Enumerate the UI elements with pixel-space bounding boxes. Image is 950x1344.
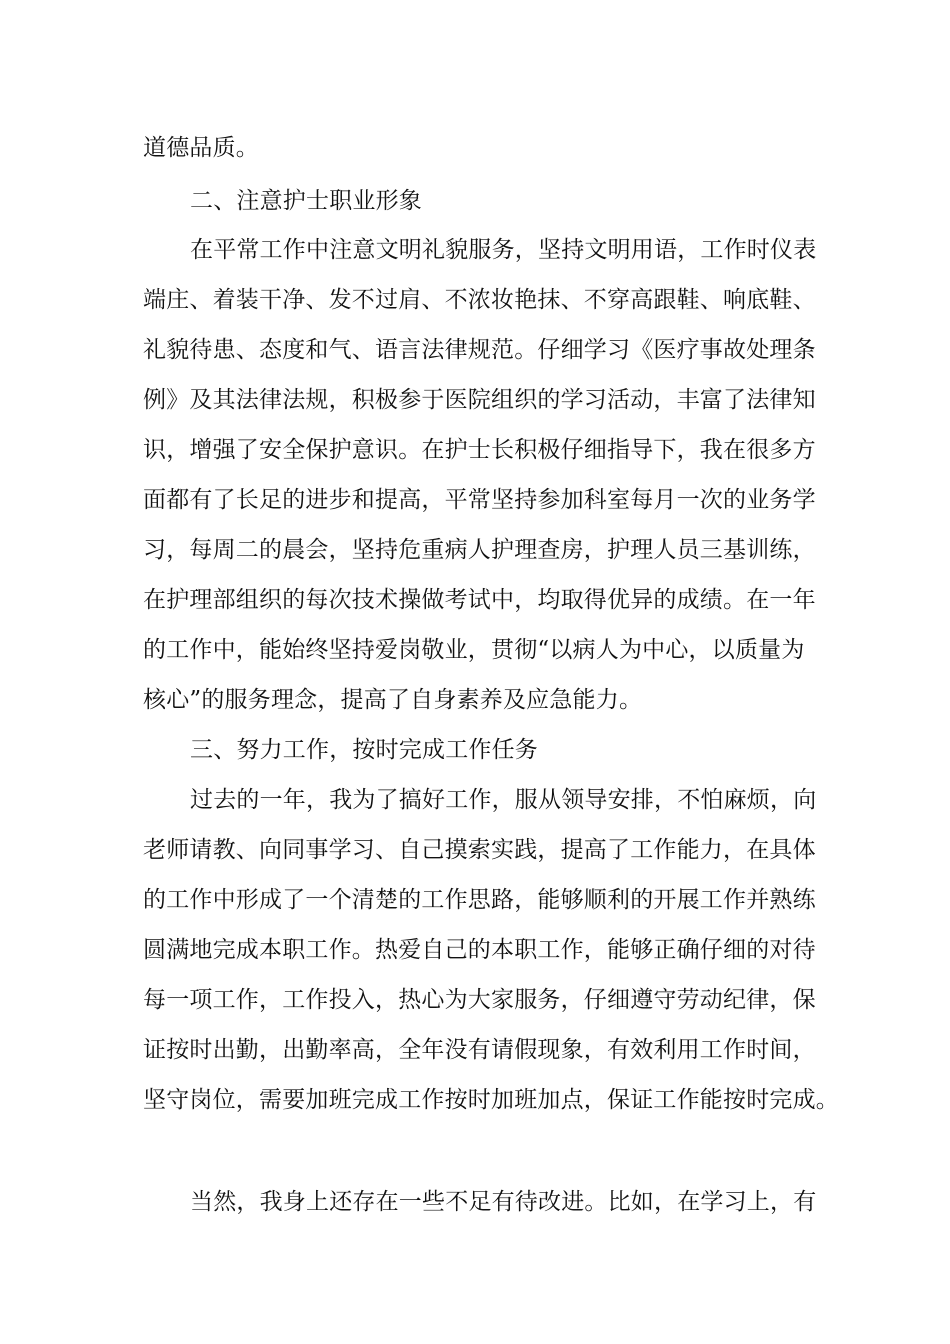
paragraph-line: 老师请教、向同事学习、自己摸索实践，提高了工作能力，在具体: [143, 837, 816, 863]
paragraph-line: 习，每周二的晨会，坚持危重病人护理查房，护理人员三基训练，: [143, 537, 816, 563]
paragraph-line: 的工作中，能始终坚持爱岗敬业，贯彻“以病人为中心，以质量为: [143, 637, 805, 663]
paragraph-line: 礼貌待患、态度和气、语言法律规范。仔细学习《医疗事故处理条: [143, 337, 816, 363]
section-heading: 三、努力工作，按时完成工作任务: [190, 737, 538, 763]
paragraph-line: 面都有了长足的进步和提高，平常坚持参加科室每月一次的业务学: [143, 487, 816, 513]
paragraph-line: 在平常工作中注意文明礼貌服务，坚持文明用语，工作时仪表: [190, 237, 817, 263]
paragraph-line: 识，增强了安全保护意识。在护士长积极仔细指导下，我在很多方: [143, 437, 816, 463]
paragraph-line: 过去的一年，我为了搞好工作，服从领导安排，不怕麻烦，向: [190, 787, 817, 813]
paragraph-line: 在护理部组织的每次技术操做考试中，均取得优异的成绩。在一年: [143, 587, 816, 613]
paragraph-line: 坚守岗位，需要加班完成工作按时加班加点，保证工作能按时完成。: [143, 1087, 839, 1113]
paragraph-line: 每一项工作，工作投入，热心为大家服务，仔细遵守劳动纪律，保: [143, 987, 816, 1013]
paragraph-line: 端庄、着装干净、发不过肩、不浓妆艳抹、不穿高跟鞋、响底鞋、: [143, 287, 816, 313]
paragraph-line: 道德品质。: [143, 135, 259, 161]
paragraph-line: 当然，我身上还存在一些不足有待改进。比如，在学习上，有: [190, 1189, 817, 1215]
paragraph-line: 核心”的服务理念，提高了自身素养及应急能力。: [143, 687, 643, 713]
paragraph-line: 的工作中形成了一个清楚的工作思路，能够顺利的开展工作并熟练: [143, 887, 816, 913]
paragraph-line: 证按时出勤，出勤率高，全年没有请假现象，有效利用工作时间，: [143, 1037, 816, 1063]
paragraph-line: 例》及其法律法规，积极参于医院组织的学习活动，丰富了法律知: [143, 387, 816, 413]
section-heading: 二、注意护士职业形象: [190, 188, 422, 214]
paragraph-line: 圆满地完成本职工作。热爱自己的本职工作，能够正确仔细的对待: [143, 937, 816, 963]
